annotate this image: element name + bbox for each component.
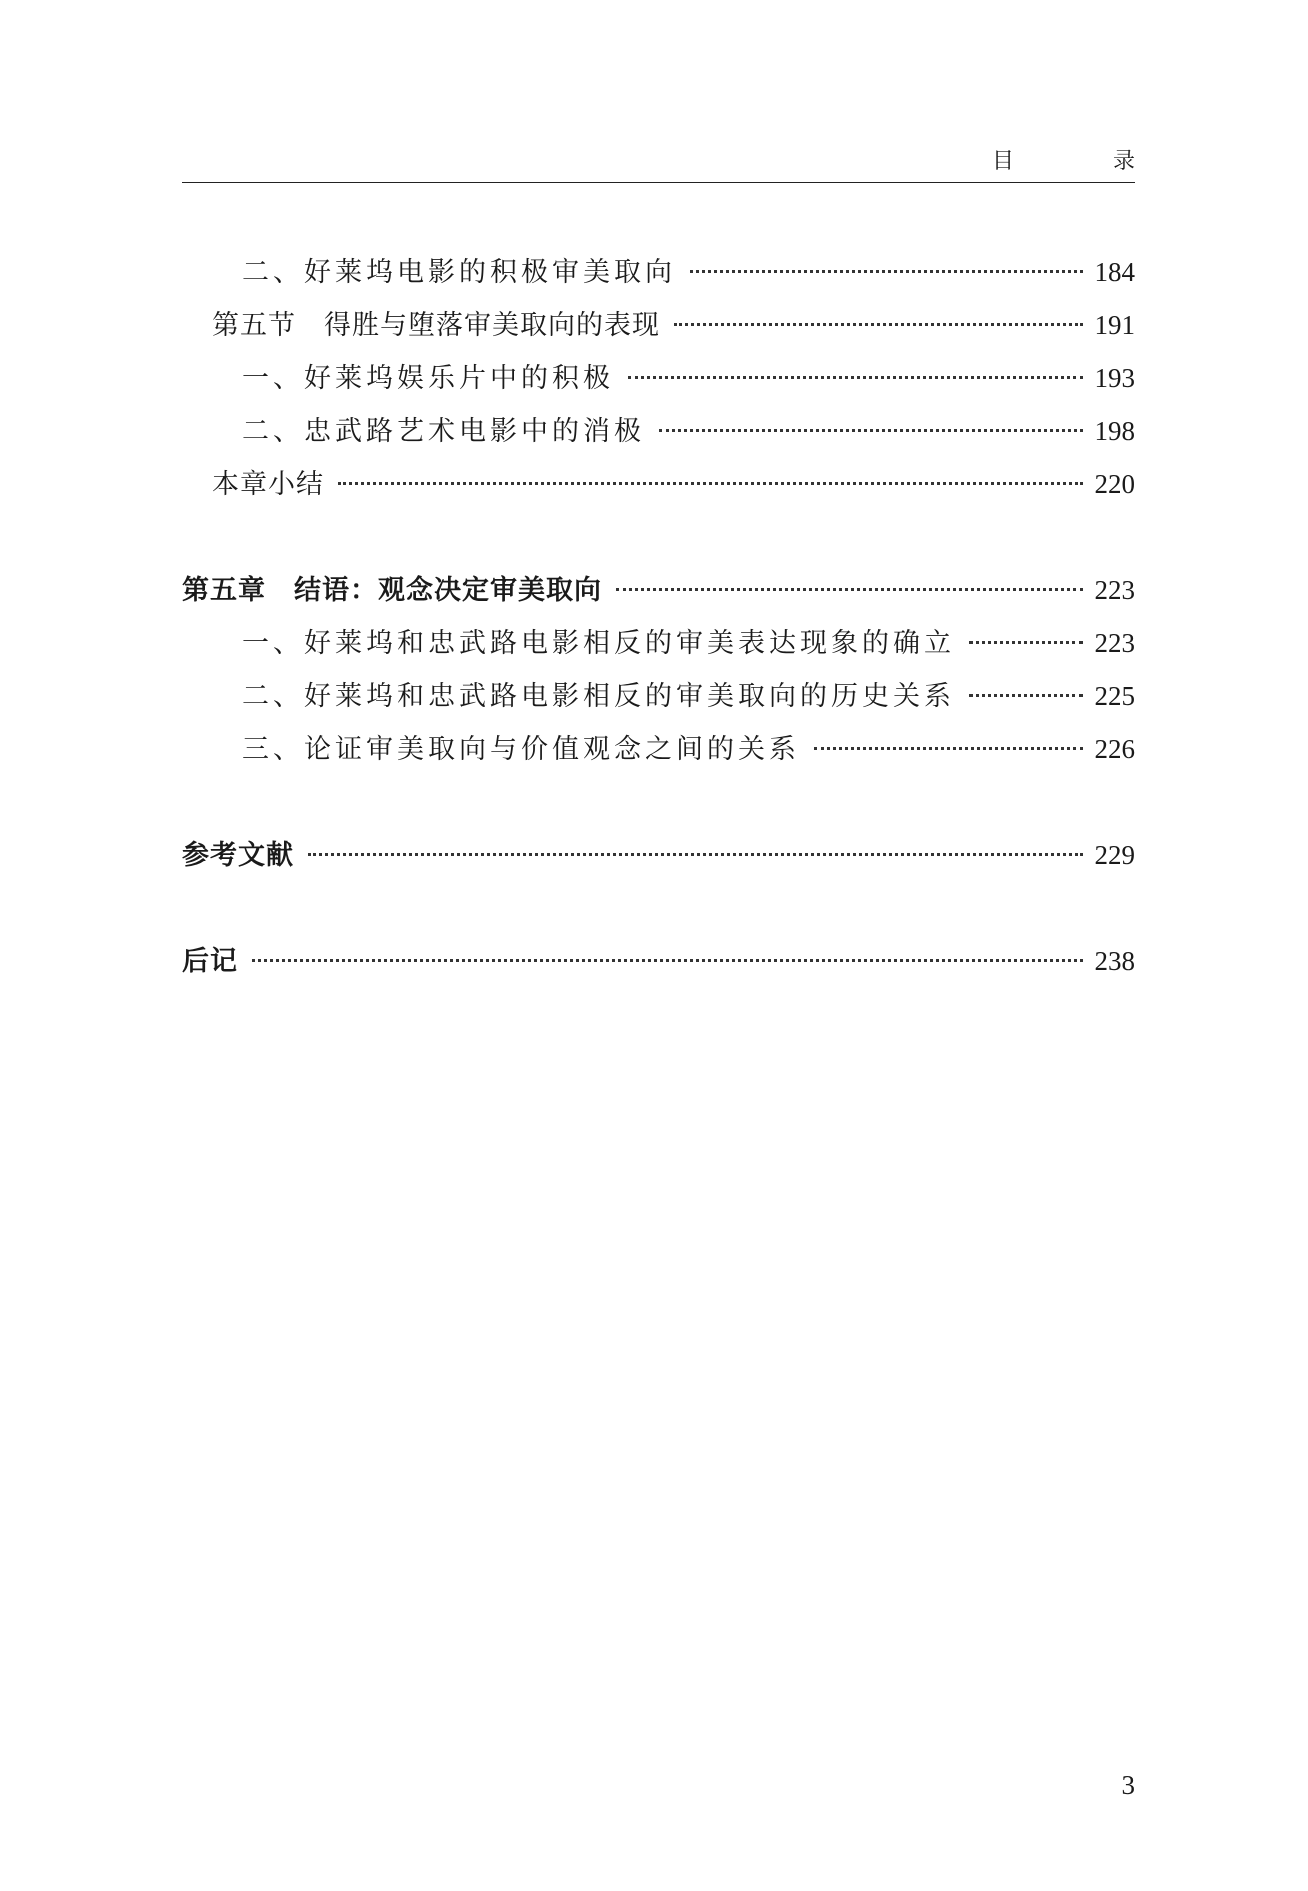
toc-entry-label: 本章小结 (212, 469, 324, 500)
toc-entry[interactable] (182, 939, 1135, 983)
toc-entry[interactable] (182, 462, 1135, 506)
toc-entry-label: 三、论证审美取向与价值观念之间的关系 (242, 734, 800, 765)
toc-entry-page: 220 (1094, 469, 1135, 499)
toc-entry-page: 223 (1094, 628, 1135, 658)
running-header (182, 138, 1181, 183)
toc-leader-dots (969, 641, 1083, 644)
toc-entry-page: 184 (1094, 257, 1135, 287)
toc-leader-dots (674, 323, 1083, 326)
toc-leader-dots (690, 270, 1083, 273)
toc-entry-page: 223 (1094, 575, 1135, 605)
toc-entry-label: 一、好莱坞娱乐片中的积极 (242, 363, 614, 394)
toc-entry[interactable] (182, 303, 1135, 347)
toc-entry[interactable] (182, 568, 1135, 612)
toc-leader-dots (969, 694, 1083, 697)
header-title: 目 录 (992, 149, 1181, 174)
toc-entry-label: 一、好莱坞和忠武路电影相反的审美表达现象的确立 (242, 628, 955, 659)
toc-leader-dots (659, 429, 1083, 432)
toc-entry[interactable] (182, 356, 1135, 400)
toc-entry-label: 二、忠武路艺术电影中的消极 (242, 416, 645, 447)
toc-leader-dots (814, 747, 1083, 750)
toc-entry-page: 191 (1094, 310, 1135, 340)
toc-entry[interactable] (182, 833, 1135, 877)
toc-entry[interactable] (182, 727, 1135, 771)
toc-entry-page: 229 (1094, 840, 1135, 870)
toc-entry-page: 226 (1094, 734, 1135, 764)
toc-leader-dots (616, 588, 1083, 591)
toc-entry-page: 193 (1094, 363, 1135, 393)
toc-entry-page: 238 (1094, 946, 1135, 976)
toc-entry-label: 二、好莱坞电影的积极审美取向 (242, 257, 676, 288)
toc-entry-label: 后记 (182, 946, 238, 977)
toc-entry-label: 参考文献 (182, 840, 294, 871)
toc-entry[interactable] (182, 409, 1135, 453)
toc-leader-dots (338, 482, 1083, 485)
toc-leader-dots (308, 853, 1083, 856)
toc-entry-label: 第五章 结语：观念决定审美取向 (182, 575, 602, 606)
toc-entry[interactable] (182, 250, 1135, 294)
toc-leader-dots (252, 959, 1083, 962)
toc-leader-dots (628, 376, 1083, 379)
toc-entry[interactable] (182, 674, 1135, 718)
page-number: 3 (1121, 1770, 1135, 1800)
toc-entry-label: 二、好莱坞和忠武路电影相反的审美取向的历史关系 (242, 681, 955, 712)
toc-entry[interactable] (182, 621, 1135, 665)
toc-entry-page: 225 (1094, 681, 1135, 711)
toc-entry-page: 198 (1094, 416, 1135, 446)
toc-entry-label: 第五节 得胜与堕落审美取向的表现 (212, 310, 660, 341)
